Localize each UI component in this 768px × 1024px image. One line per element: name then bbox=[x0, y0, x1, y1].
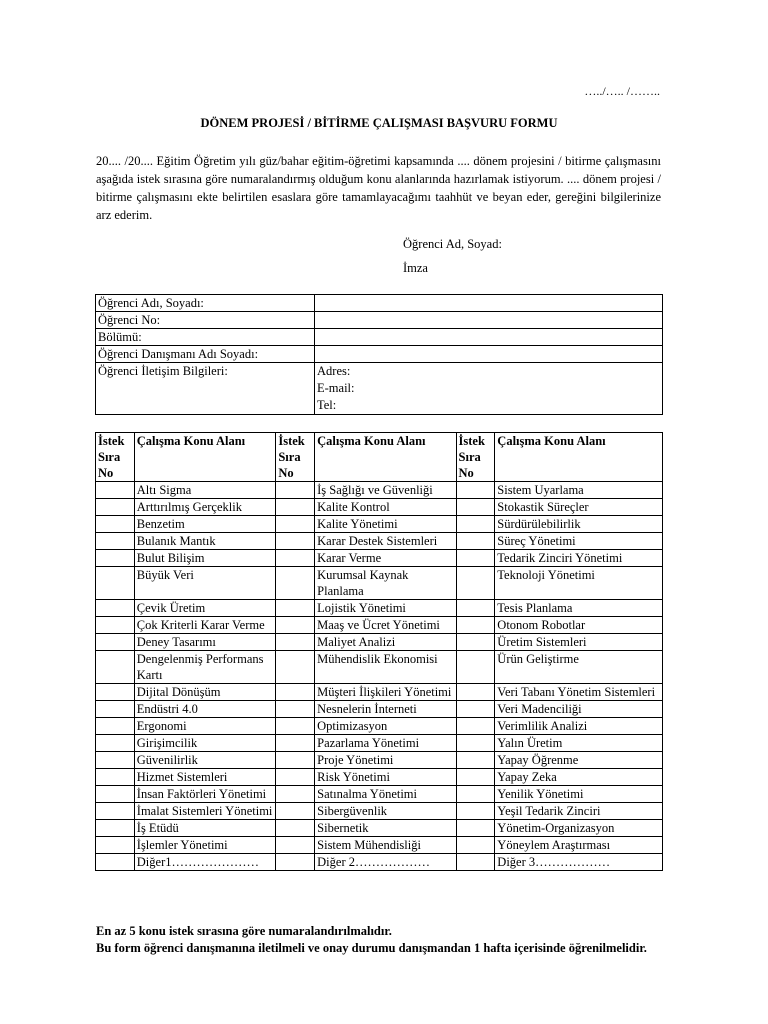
topic-name: Üretim Sistemleri bbox=[495, 634, 663, 651]
topic-name: Diğer1………………… bbox=[134, 854, 276, 871]
topic-name: Lojistik Yönetimi bbox=[315, 600, 456, 617]
rank-cell[interactable] bbox=[96, 499, 135, 516]
rank-cell[interactable] bbox=[276, 752, 315, 769]
rank-cell[interactable] bbox=[96, 617, 135, 634]
rank-cell[interactable] bbox=[276, 786, 315, 803]
rank-cell[interactable] bbox=[276, 499, 315, 516]
topic-name: Mühendislik Ekonomisi bbox=[315, 651, 456, 684]
rank-cell[interactable] bbox=[456, 786, 495, 803]
rank-cell[interactable] bbox=[456, 718, 495, 735]
date-placeholder: …../….. /…….. bbox=[584, 84, 660, 98]
rank-cell[interactable] bbox=[456, 482, 495, 499]
topic-row bbox=[96, 634, 663, 651]
topic-row bbox=[96, 820, 663, 837]
topic-name: Karar Verme bbox=[315, 550, 456, 567]
signature-label: İmza bbox=[403, 261, 428, 275]
topic-row bbox=[96, 684, 663, 701]
rank-cell[interactable] bbox=[96, 701, 135, 718]
note-min-topics: En az 5 konu istek sırasına göre numaralandırılmalıdır. bbox=[96, 924, 392, 938]
topic-name: Risk Yönetimi bbox=[315, 769, 456, 786]
topic-name: Bulut Bilişim bbox=[134, 550, 276, 567]
rank-cell[interactable] bbox=[96, 786, 135, 803]
rank-cell[interactable] bbox=[276, 651, 315, 684]
topic-name: Nesnelerin İnterneti bbox=[315, 701, 456, 718]
student-no-value[interactable] bbox=[315, 312, 663, 329]
rank-cell[interactable] bbox=[276, 718, 315, 735]
topic-name: Yapay Zeka bbox=[495, 769, 663, 786]
rank-cell[interactable] bbox=[456, 735, 495, 752]
rank-cell[interactable] bbox=[456, 803, 495, 820]
rank-cell[interactable] bbox=[276, 634, 315, 651]
topic-name: Çevik Üretim bbox=[134, 600, 276, 617]
application-paragraph: 20.... /20.... Eğitim Öğretim yılı güz/bahar eğitim-öğretimi kapsamında .... dönem projesini / bitirme çalışmasını aşağıda istek sırasına göre numaralandırmış olduğum konu alanlarında hazırlamak istiyorum. .... dönem projesi / bitirme çalışmasını ekte belirtilen esaslara göre tamamlayacağımı taahhüt ve beyan eder, gereğini bilgilerinize arz ederim. bbox=[96, 154, 661, 222]
rank-cell[interactable] bbox=[96, 482, 135, 499]
topic-name: Yalın Üretim bbox=[495, 735, 663, 752]
topic-name: Optimizasyon bbox=[315, 718, 456, 735]
topic-name: Deney Tasarımı bbox=[134, 634, 276, 651]
topic-name: Ergonomi bbox=[134, 718, 276, 735]
topic-name: Kalite Yönetimi bbox=[315, 516, 456, 533]
topics-body bbox=[96, 482, 663, 871]
area-header-1: Çalışma Konu Alanı bbox=[134, 433, 276, 482]
topic-row bbox=[96, 701, 663, 718]
form-title: DÖNEM PROJESİ / BİTİRME ÇALIŞMASI BAŞVURU FORMU bbox=[200, 116, 558, 130]
rank-cell[interactable] bbox=[456, 854, 495, 871]
topic-name: Endüstri 4.0 bbox=[134, 701, 276, 718]
rank-cell[interactable] bbox=[456, 634, 495, 651]
note-advisor: Bu form öğrenci danışmanına iletilmeli ve onay durumu danışmandan 1 hafta içerisinde öğrenilmelidir. bbox=[96, 941, 647, 955]
topic-name: Sistem Mühendisliği bbox=[315, 837, 456, 854]
topic-name: Verimlilik Analizi bbox=[495, 718, 663, 735]
rank-cell[interactable] bbox=[276, 769, 315, 786]
rank-cell[interactable] bbox=[456, 752, 495, 769]
rank-cell[interactable] bbox=[276, 617, 315, 634]
student-name-row-label: Öğrenci Adı, Soyadı: bbox=[96, 295, 315, 312]
topic-name: Yenilik Yönetimi bbox=[495, 786, 663, 803]
topic-name: Kalite Kontrol bbox=[315, 499, 456, 516]
topic-name: Karar Destek Sistemleri bbox=[315, 533, 456, 550]
contact-row-label: Öğrenci İletişim Bilgileri: bbox=[96, 363, 315, 415]
rank-cell[interactable] bbox=[456, 550, 495, 567]
area-header-3: Çalışma Konu Alanı bbox=[495, 433, 663, 482]
topic-name: Maaş ve Ücret Yönetimi bbox=[315, 617, 456, 634]
rank-cell[interactable] bbox=[456, 567, 495, 600]
topic-name: Sürdürülebilirlik bbox=[495, 516, 663, 533]
topic-name: Teknoloji Yönetimi bbox=[495, 567, 663, 600]
advisor-value[interactable] bbox=[315, 346, 663, 363]
phone-label: Tel: bbox=[317, 398, 337, 412]
topic-name: İmalat Sistemleri Yönetimi bbox=[134, 803, 276, 820]
topic-name: İş Sağlığı ve Güvenliği bbox=[315, 482, 456, 499]
topic-name: Güvenilirlik bbox=[134, 752, 276, 769]
topic-row bbox=[96, 769, 663, 786]
rank-cell[interactable] bbox=[96, 854, 135, 871]
department-row-label: Bölümü: bbox=[96, 329, 315, 346]
rank-cell[interactable] bbox=[276, 482, 315, 499]
topic-name: Tedarik Zinciri Yönetimi bbox=[495, 550, 663, 567]
topic-row bbox=[96, 786, 663, 803]
topic-row bbox=[96, 718, 663, 735]
rank-cell[interactable] bbox=[456, 600, 495, 617]
topic-row bbox=[96, 651, 663, 684]
rank-cell[interactable] bbox=[96, 735, 135, 752]
topic-row bbox=[96, 533, 663, 550]
advisor-row-label: Öğrenci Danışmanı Adı Soyadı: bbox=[96, 346, 315, 363]
topic-row bbox=[96, 499, 663, 516]
topic-name: Proje Yönetimi bbox=[315, 752, 456, 769]
topic-name: Dijital Dönüşüm bbox=[134, 684, 276, 701]
rank-cell[interactable] bbox=[276, 567, 315, 600]
topic-name: Müşteri İlişkileri Yönetimi bbox=[315, 684, 456, 701]
topic-name: Veri Madenciliği bbox=[495, 701, 663, 718]
topic-name: Bulanık Mantık bbox=[134, 533, 276, 550]
rank-cell[interactable] bbox=[276, 837, 315, 854]
rank-cell[interactable] bbox=[276, 684, 315, 701]
rank-cell[interactable] bbox=[96, 567, 135, 600]
topic-name: İşlemler Yönetimi bbox=[134, 837, 276, 854]
topic-name: Ürün Geliştirme bbox=[495, 651, 663, 684]
student-name-label: Öğrenci Ad, Soyad: bbox=[403, 237, 502, 251]
topic-row bbox=[96, 482, 663, 499]
topic-name: Pazarlama Yönetimi bbox=[315, 735, 456, 752]
rank-cell[interactable] bbox=[276, 854, 315, 871]
rank-cell[interactable] bbox=[96, 803, 135, 820]
topic-row bbox=[96, 752, 663, 769]
topic-name: Altı Sigma bbox=[134, 482, 276, 499]
rank-cell[interactable] bbox=[456, 684, 495, 701]
topic-name: Stokastik Süreçler bbox=[495, 499, 663, 516]
topic-name: Tesis Planlama bbox=[495, 600, 663, 617]
rank-cell[interactable] bbox=[456, 617, 495, 634]
rank-cell[interactable] bbox=[96, 684, 135, 701]
topic-row bbox=[96, 516, 663, 533]
student-name-value[interactable] bbox=[315, 295, 663, 312]
topic-name: Maliyet Analizi bbox=[315, 634, 456, 651]
topic-name: Dengelenmiş Performans Kartı bbox=[134, 651, 276, 684]
email-label: E-mail: bbox=[317, 381, 355, 395]
rank-cell[interactable] bbox=[96, 533, 135, 550]
topic-name: Hizmet Sistemleri bbox=[134, 769, 276, 786]
topic-name: Arttırılmış Gerçeklik bbox=[134, 499, 276, 516]
topic-row bbox=[96, 837, 663, 854]
topic-row bbox=[96, 854, 663, 871]
topic-row bbox=[96, 735, 663, 752]
topic-name: Diğer 3……………… bbox=[495, 854, 663, 871]
topic-name: Yapay Öğrenme bbox=[495, 752, 663, 769]
topic-name: Sistem Uyarlama bbox=[495, 482, 663, 499]
address-label: Adres: bbox=[317, 364, 351, 378]
topic-row bbox=[96, 567, 663, 600]
topic-name: İnsan Faktörleri Yönetimi bbox=[134, 786, 276, 803]
topic-name: Yeşil Tedarik Zinciri bbox=[495, 803, 663, 820]
student-info-table bbox=[95, 294, 663, 415]
rank-cell[interactable] bbox=[276, 600, 315, 617]
rank-cell[interactable] bbox=[456, 701, 495, 718]
rank-cell[interactable] bbox=[456, 769, 495, 786]
rank-cell[interactable] bbox=[276, 803, 315, 820]
rank-cell[interactable] bbox=[456, 820, 495, 837]
topic-name: Kurumsal Kaynak Planlama bbox=[315, 567, 456, 600]
rank-cell[interactable] bbox=[96, 651, 135, 684]
rank-cell[interactable] bbox=[276, 820, 315, 837]
rank-cell[interactable] bbox=[276, 701, 315, 718]
topics-table bbox=[95, 432, 663, 871]
topic-name: Süreç Yönetimi bbox=[495, 533, 663, 550]
topic-name: Benzetim bbox=[134, 516, 276, 533]
topic-row bbox=[96, 803, 663, 820]
topic-name: Sibergüvenlik bbox=[315, 803, 456, 820]
rank-cell[interactable] bbox=[276, 550, 315, 567]
topic-name: Yönetim-Organizasyon bbox=[495, 820, 663, 837]
topic-name: Satınalma Yönetimi bbox=[315, 786, 456, 803]
rank-cell[interactable] bbox=[96, 634, 135, 651]
topic-name: Sibernetik bbox=[315, 820, 456, 837]
rank-cell[interactable] bbox=[276, 735, 315, 752]
rank-header-3: İstek Sıra No bbox=[456, 433, 495, 482]
rank-cell[interactable] bbox=[276, 533, 315, 550]
rank-cell[interactable] bbox=[96, 769, 135, 786]
rank-cell[interactable] bbox=[96, 820, 135, 837]
topic-name: Büyük Veri bbox=[134, 567, 276, 600]
department-value[interactable] bbox=[315, 329, 663, 346]
rank-cell[interactable] bbox=[276, 516, 315, 533]
student-no-row-label: Öğrenci No: bbox=[96, 312, 315, 329]
rank-header-2: İstek Sıra No bbox=[276, 433, 315, 482]
topic-name: Çok Kriterli Karar Verme bbox=[134, 617, 276, 634]
rank-cell[interactable] bbox=[96, 550, 135, 567]
topic-name: Veri Tabanı Yönetim Sistemleri bbox=[495, 684, 663, 701]
rank-cell[interactable] bbox=[456, 533, 495, 550]
area-header-2: Çalışma Konu Alanı bbox=[315, 433, 456, 482]
rank-cell[interactable] bbox=[96, 837, 135, 854]
rank-cell[interactable] bbox=[96, 718, 135, 735]
rank-cell[interactable] bbox=[456, 651, 495, 684]
rank-cell[interactable] bbox=[456, 499, 495, 516]
topic-row bbox=[96, 550, 663, 567]
topic-name: Diğer 2……………… bbox=[315, 854, 456, 871]
topic-name: Yöneylem Araştırması bbox=[495, 837, 663, 854]
topic-name: Otonom Robotlar bbox=[495, 617, 663, 634]
contact-value[interactable] bbox=[315, 363, 663, 415]
rank-cell[interactable] bbox=[456, 516, 495, 533]
topic-row bbox=[96, 617, 663, 634]
topic-name: Girişimcilik bbox=[134, 735, 276, 752]
topic-row bbox=[96, 600, 663, 617]
rank-cell[interactable] bbox=[96, 516, 135, 533]
rank-cell[interactable] bbox=[96, 752, 135, 769]
rank-header-1: İstek Sıra No bbox=[96, 433, 135, 482]
rank-cell[interactable] bbox=[96, 600, 135, 617]
topics-header-row bbox=[96, 433, 663, 482]
rank-cell[interactable] bbox=[456, 837, 495, 854]
topic-name: İş Etüdü bbox=[134, 820, 276, 837]
